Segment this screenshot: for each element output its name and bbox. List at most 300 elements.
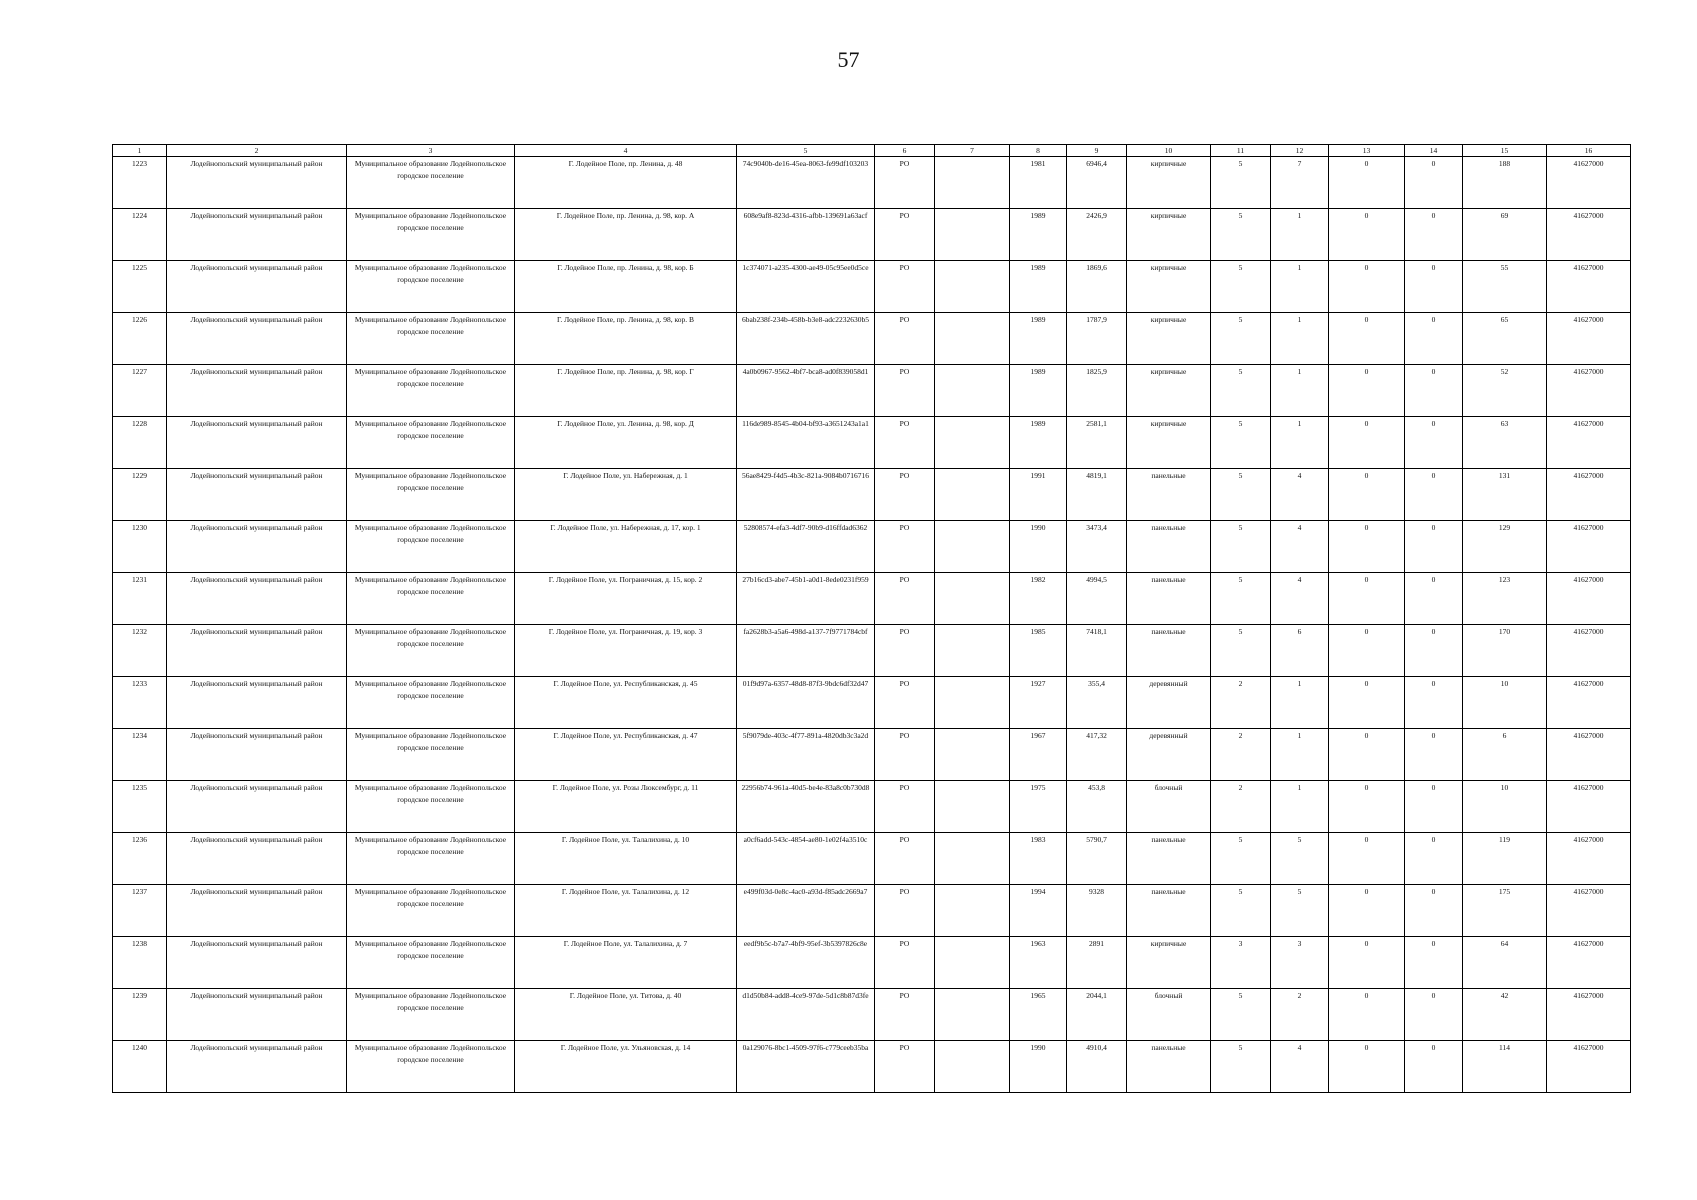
cell-year: 1989 [1010,313,1067,365]
cell-row-number: 1226 [113,313,167,365]
table-row [113,521,1631,573]
cell-row-number: 1239 [113,989,167,1041]
cell-col7 [935,469,1010,521]
cell-municipality: Муниципальное образование Лодейнопольское городское поселение [347,625,515,677]
cell-apartments: 129 [1463,521,1547,573]
cell-col14: 0 [1405,521,1463,573]
cell-municipality: Муниципальное образование Лодейнопольское городское поселение [347,157,515,209]
cell-apartments: 114 [1463,1041,1547,1093]
table-row [113,1041,1631,1093]
cell-entrances: 3 [1271,937,1329,989]
cell-col7 [935,313,1010,365]
cell-col13: 0 [1329,209,1405,261]
cell-municipality: Муниципальное образование Лодейнопольское городское поселение [347,937,515,989]
cell-col14: 0 [1405,833,1463,885]
cell-oktmo: 41627000 [1547,937,1631,989]
cell-area: 2426,9 [1067,209,1127,261]
cell-oktmo: 41627000 [1547,313,1631,365]
cell-year: 1981 [1010,157,1067,209]
cell-address: Г. Лодейное Поле, ул. Ленина, д. 98, кор. Д [515,417,737,469]
cell-wall-material: панельные [1127,625,1211,677]
cell-wall-material: деревянный [1127,729,1211,781]
cell-address: Г. Лодейное Поле, ул. Пограничная, д. 19, кор. 3 [515,625,737,677]
cell-type: РО [875,937,935,989]
table-row [113,313,1631,365]
cell-municipality: Муниципальное образование Лодейнопольское городское поселение [347,417,515,469]
cell-area: 417,32 [1067,729,1127,781]
cell-type: РО [875,625,935,677]
cell-row-number: 1237 [113,885,167,937]
cell-col7 [935,885,1010,937]
table-row [113,469,1631,521]
cell-municipality: Муниципальное образование Лодейнопольское городское поселение [347,573,515,625]
cell-col14: 0 [1405,937,1463,989]
cell-year: 1990 [1010,521,1067,573]
cell-col13: 0 [1329,729,1405,781]
cell-type: РО [875,209,935,261]
column-header-12: 12 [1271,145,1329,157]
table-row [113,157,1631,209]
cell-entrances: 1 [1271,365,1329,417]
cell-col7 [935,417,1010,469]
cell-floors: 2 [1211,729,1271,781]
cell-municipality: Муниципальное образование Лодейнопольское городское поселение [347,209,515,261]
column-header-1: 1 [113,145,167,157]
cell-district: Лодейнопольский муниципальный район [167,469,347,521]
table-row [113,261,1631,313]
cell-wall-material: панельные [1127,833,1211,885]
cell-wall-material: кирпичные [1127,157,1211,209]
cell-guid: 22956b74-961a-40d5-be4e-83a8c0b730d8 [737,781,875,833]
cell-year: 1983 [1010,833,1067,885]
cell-year: 1927 [1010,677,1067,729]
cell-col14: 0 [1405,313,1463,365]
cell-col14: 0 [1405,885,1463,937]
cell-oktmo: 41627000 [1547,261,1631,313]
cell-guid: 01f9d97a-6357-48d8-87f3-9bdc6df32d47 [737,677,875,729]
cell-row-number: 1235 [113,781,167,833]
cell-address: Г. Лодейное Поле, ул. Ульяновская, д. 14 [515,1041,737,1093]
cell-address: Г. Лодейное Поле, ул. Розы Люксембург, д. 11 [515,781,737,833]
cell-address: Г. Лодейное Поле, пр. Ленина, д. 48 [515,157,737,209]
cell-municipality: Муниципальное образование Лодейнопольское городское поселение [347,261,515,313]
table-row [113,729,1631,781]
cell-col7 [935,573,1010,625]
cell-area: 2581,1 [1067,417,1127,469]
cell-address: Г. Лодейное Поле, пр. Ленина, д. 98, кор. Б [515,261,737,313]
cell-guid: 74c9040b-de16-45ea-8063-fe99df103203 [737,157,875,209]
cell-floors: 3 [1211,937,1271,989]
cell-address: Г. Лодейное Поле, ул. Республиканская, д. 45 [515,677,737,729]
cell-col7 [935,729,1010,781]
cell-district: Лодейнопольский муниципальный район [167,1041,347,1093]
cell-wall-material: панельные [1127,1041,1211,1093]
cell-row-number: 1238 [113,937,167,989]
cell-apartments: 175 [1463,885,1547,937]
cell-col7 [935,833,1010,885]
cell-district: Лодейнопольский муниципальный район [167,625,347,677]
cell-guid: 5f9079de-403c-4f77-891a-4820db3c3a2d [737,729,875,781]
cell-apartments: 188 [1463,157,1547,209]
cell-address: Г. Лодейное Поле, пр. Ленина, д. 98, кор. В [515,313,737,365]
cell-year: 1990 [1010,1041,1067,1093]
cell-col7 [935,677,1010,729]
cell-col13: 0 [1329,365,1405,417]
cell-area: 2044,1 [1067,989,1127,1041]
cell-type: РО [875,417,935,469]
cell-col14: 0 [1405,365,1463,417]
cell-address: Г. Лодейное Поле, ул. Набережная, д. 17, кор. 1 [515,521,737,573]
cell-type: РО [875,989,935,1041]
cell-floors: 5 [1211,521,1271,573]
cell-row-number: 1225 [113,261,167,313]
cell-apartments: 52 [1463,365,1547,417]
cell-entrances: 2 [1271,989,1329,1041]
cell-municipality: Муниципальное образование Лодейнопольское городское поселение [347,833,515,885]
cell-apartments: 63 [1463,417,1547,469]
cell-area: 4994,5 [1067,573,1127,625]
column-header-13: 13 [1329,145,1405,157]
cell-floors: 5 [1211,573,1271,625]
cell-col7 [935,989,1010,1041]
table-row [113,781,1631,833]
cell-district: Лодейнопольский муниципальный район [167,833,347,885]
cell-address: Г. Лодейное Поле, ул. Республиканская, д. 47 [515,729,737,781]
cell-oktmo: 41627000 [1547,677,1631,729]
cell-area: 355,4 [1067,677,1127,729]
table-row [113,677,1631,729]
cell-col13: 0 [1329,261,1405,313]
cell-guid: 1c374071-a235-4300-ae49-05c95ee0d5ce [737,261,875,313]
cell-address: Г. Лодейное Поле, ул. Талалихина, д. 10 [515,833,737,885]
cell-col13: 0 [1329,573,1405,625]
cell-row-number: 1231 [113,573,167,625]
cell-address: Г. Лодейное Поле, ул. Пограничная, д. 15, кор. 2 [515,573,737,625]
page-number: 57 [837,47,860,72]
cell-row-number: 1229 [113,469,167,521]
table-row [113,937,1631,989]
cell-wall-material: кирпичные [1127,313,1211,365]
cell-wall-material: кирпичные [1127,937,1211,989]
cell-district: Лодейнопольский муниципальный район [167,365,347,417]
cell-oktmo: 41627000 [1547,365,1631,417]
cell-entrances: 5 [1271,833,1329,885]
cell-col13: 0 [1329,1041,1405,1093]
cell-col7 [935,521,1010,573]
cell-guid: 4a0b0967-9562-4bf7-bca8-ad0f839058d1 [737,365,875,417]
cell-col13: 0 [1329,625,1405,677]
cell-floors: 5 [1211,261,1271,313]
cell-col14: 0 [1405,209,1463,261]
cell-row-number: 1240 [113,1041,167,1093]
cell-wall-material: панельные [1127,885,1211,937]
cell-apartments: 131 [1463,469,1547,521]
table-header [113,145,1631,157]
table-row [113,885,1631,937]
cell-oktmo: 41627000 [1547,781,1631,833]
cell-type: РО [875,313,935,365]
cell-oktmo: 41627000 [1547,833,1631,885]
column-header-15: 15 [1463,145,1547,157]
cell-col14: 0 [1405,781,1463,833]
cell-wall-material: блочный [1127,989,1211,1041]
cell-row-number: 1223 [113,157,167,209]
cell-area: 453,8 [1067,781,1127,833]
cell-area: 1869,6 [1067,261,1127,313]
cell-district: Лодейнопольский муниципальный район [167,781,347,833]
cell-address: Г. Лодейное Поле, ул. Талалихина, д. 12 [515,885,737,937]
cell-district: Лодейнопольский муниципальный район [167,521,347,573]
cell-address: Г. Лодейное Поле, ул. Титова, д. 40 [515,989,737,1041]
cell-col14: 0 [1405,261,1463,313]
cell-district: Лодейнопольский муниципальный район [167,573,347,625]
cell-floors: 5 [1211,833,1271,885]
cell-col13: 0 [1329,937,1405,989]
cell-municipality: Муниципальное образование Лодейнопольское городское поселение [347,729,515,781]
cell-area: 9328 [1067,885,1127,937]
cell-apartments: 119 [1463,833,1547,885]
cell-district: Лодейнопольский муниципальный район [167,157,347,209]
cell-area: 6946,4 [1067,157,1127,209]
cell-area: 1787,9 [1067,313,1127,365]
cell-district: Лодейнопольский муниципальный район [167,677,347,729]
table-row [113,833,1631,885]
cell-col14: 0 [1405,625,1463,677]
cell-entrances: 1 [1271,313,1329,365]
cell-address: Г. Лодейное Поле, ул. Набережная, д. 1 [515,469,737,521]
cell-guid: a0cf6add-543c-4854-ae80-1e02f4a3510c [737,833,875,885]
cell-type: РО [875,677,935,729]
cell-type: РО [875,469,935,521]
cell-year: 1994 [1010,885,1067,937]
cell-district: Лодейнопольский муниципальный район [167,989,347,1041]
cell-year: 1963 [1010,937,1067,989]
cell-floors: 5 [1211,313,1271,365]
cell-municipality: Муниципальное образование Лодейнопольское городское поселение [347,469,515,521]
column-header-7: 7 [935,145,1010,157]
cell-row-number: 1236 [113,833,167,885]
cell-col7 [935,157,1010,209]
cell-entrances: 1 [1271,209,1329,261]
cell-col13: 0 [1329,781,1405,833]
cell-entrances: 7 [1271,157,1329,209]
cell-apartments: 10 [1463,781,1547,833]
cell-wall-material: деревянный [1127,677,1211,729]
cell-col13: 0 [1329,833,1405,885]
cell-col14: 0 [1405,157,1463,209]
cell-type: РО [875,157,935,209]
cell-apartments: 69 [1463,209,1547,261]
cell-district: Лодейнопольский муниципальный район [167,417,347,469]
table-row [113,625,1631,677]
cell-floors: 5 [1211,989,1271,1041]
cell-apartments: 170 [1463,625,1547,677]
cell-district: Лодейнопольский муниципальный район [167,313,347,365]
cell-col13: 0 [1329,677,1405,729]
cell-floors: 5 [1211,625,1271,677]
table-row [113,209,1631,261]
cell-entrances: 4 [1271,521,1329,573]
cell-wall-material: блочный [1127,781,1211,833]
cell-district: Лодейнопольский муниципальный район [167,209,347,261]
cell-guid: 608e9af8-823d-4316-afbb-139691a63acf [737,209,875,261]
cell-entrances: 1 [1271,781,1329,833]
cell-year: 1989 [1010,209,1067,261]
cell-guid: 6bab238f-234b-458b-b3e8-adc2232630b5 [737,313,875,365]
cell-col14: 0 [1405,417,1463,469]
cell-area: 1825,9 [1067,365,1127,417]
cell-municipality: Муниципальное образование Лодейнопольское городское поселение [347,885,515,937]
cell-row-number: 1234 [113,729,167,781]
cell-oktmo: 41627000 [1547,417,1631,469]
cell-year: 1985 [1010,625,1067,677]
cell-floors: 5 [1211,157,1271,209]
cell-guid: d1d50b84-add8-4ce9-97de-5d1c8b87d3fe [737,989,875,1041]
cell-wall-material: кирпичные [1127,261,1211,313]
cell-floors: 5 [1211,469,1271,521]
cell-guid: eedf9b5c-b7a7-4bf9-95ef-3b5397826c8e [737,937,875,989]
cell-oktmo: 41627000 [1547,157,1631,209]
table-row [113,417,1631,469]
cell-col7 [935,1041,1010,1093]
cell-floors: 5 [1211,417,1271,469]
cell-wall-material: кирпичные [1127,417,1211,469]
cell-area: 7418,1 [1067,625,1127,677]
column-header-11: 11 [1211,145,1271,157]
cell-col13: 0 [1329,885,1405,937]
cell-col7 [935,365,1010,417]
cell-col13: 0 [1329,313,1405,365]
column-header-2: 2 [167,145,347,157]
cell-col13: 0 [1329,469,1405,521]
cell-apartments: 55 [1463,261,1547,313]
cell-wall-material: панельные [1127,469,1211,521]
cell-col13: 0 [1329,417,1405,469]
cell-type: РО [875,573,935,625]
cell-col7 [935,209,1010,261]
cell-floors: 2 [1211,781,1271,833]
cell-floors: 2 [1211,677,1271,729]
column-header-8: 8 [1010,145,1067,157]
cell-address: Г. Лодейное Поле, ул. Талалихина, д. 7 [515,937,737,989]
housing-register-table [112,144,1631,1093]
cell-col14: 0 [1405,573,1463,625]
cell-entrances: 4 [1271,469,1329,521]
cell-apartments: 10 [1463,677,1547,729]
cell-entrances: 1 [1271,729,1329,781]
cell-municipality: Муниципальное образование Лодейнопольское городское поселение [347,313,515,365]
header-row [113,145,1631,157]
table-row [113,989,1631,1041]
cell-oktmo: 41627000 [1547,989,1631,1041]
cell-col13: 0 [1329,989,1405,1041]
cell-row-number: 1230 [113,521,167,573]
cell-type: РО [875,729,935,781]
cell-year: 1989 [1010,365,1067,417]
cell-row-number: 1224 [113,209,167,261]
cell-col14: 0 [1405,729,1463,781]
cell-oktmo: 41627000 [1547,625,1631,677]
cell-row-number: 1232 [113,625,167,677]
cell-apartments: 64 [1463,937,1547,989]
column-header-3: 3 [347,145,515,157]
cell-type: РО [875,781,935,833]
column-header-14: 14 [1405,145,1463,157]
cell-row-number: 1228 [113,417,167,469]
cell-municipality: Муниципальное образование Лодейнопольское городское поселение [347,781,515,833]
cell-type: РО [875,833,935,885]
cell-entrances: 4 [1271,1041,1329,1093]
cell-district: Лодейнопольский муниципальный район [167,937,347,989]
cell-type: РО [875,885,935,937]
cell-apartments: 42 [1463,989,1547,1041]
cell-address: Г. Лодейное Поле, пр. Ленина, д. 98, кор. Г [515,365,737,417]
cell-oktmo: 41627000 [1547,469,1631,521]
cell-area: 4819,1 [1067,469,1127,521]
cell-year: 1975 [1010,781,1067,833]
cell-oktmo: 41627000 [1547,1041,1631,1093]
cell-municipality: Муниципальное образование Лодейнопольское городское поселение [347,989,515,1041]
cell-type: РО [875,365,935,417]
cell-district: Лодейнопольский муниципальный район [167,729,347,781]
cell-floors: 5 [1211,1041,1271,1093]
cell-municipality: Муниципальное образование Лодейнопольское городское поселение [347,677,515,729]
cell-year: 1967 [1010,729,1067,781]
cell-col14: 0 [1405,1041,1463,1093]
cell-wall-material: панельные [1127,521,1211,573]
cell-area: 4910,4 [1067,1041,1127,1093]
cell-municipality: Муниципальное образование Лодейнопольское городское поселение [347,521,515,573]
cell-apartments: 65 [1463,313,1547,365]
cell-apartments: 6 [1463,729,1547,781]
cell-type: РО [875,261,935,313]
cell-row-number: 1233 [113,677,167,729]
cell-floors: 5 [1211,885,1271,937]
cell-col7 [935,781,1010,833]
cell-floors: 5 [1211,365,1271,417]
cell-district: Лодейнопольский муниципальный район [167,885,347,937]
cell-area: 2891 [1067,937,1127,989]
cell-col13: 0 [1329,157,1405,209]
cell-guid: 0a129076-8bc1-4509-97f6-c779ceeb35ba [737,1041,875,1093]
cell-wall-material: кирпичные [1127,209,1211,261]
cell-municipality: Муниципальное образование Лодейнопольское городское поселение [347,1041,515,1093]
cell-row-number: 1227 [113,365,167,417]
cell-col7 [935,937,1010,989]
cell-year: 1982 [1010,573,1067,625]
cell-floors: 5 [1211,209,1271,261]
table-row [113,573,1631,625]
cell-col14: 0 [1405,677,1463,729]
cell-wall-material: панельные [1127,573,1211,625]
cell-oktmo: 41627000 [1547,209,1631,261]
cell-district: Лодейнопольский муниципальный район [167,261,347,313]
table-body [113,157,1631,1093]
column-header-9: 9 [1067,145,1127,157]
column-header-10: 10 [1127,145,1211,157]
cell-year: 1989 [1010,261,1067,313]
column-header-4: 4 [515,145,737,157]
cell-entrances: 1 [1271,417,1329,469]
cell-guid: e499f03d-0e8c-4ac0-a93d-f85adc2669a7 [737,885,875,937]
cell-wall-material: кирпичные [1127,365,1211,417]
cell-col7 [935,625,1010,677]
cell-guid: 56ae8429-f4d5-4b3c-821a-9084b0716716 [737,469,875,521]
cell-year: 1991 [1010,469,1067,521]
cell-oktmo: 41627000 [1547,521,1631,573]
cell-col13: 0 [1329,521,1405,573]
cell-municipality: Муниципальное образование Лодейнопольское городское поселение [347,365,515,417]
